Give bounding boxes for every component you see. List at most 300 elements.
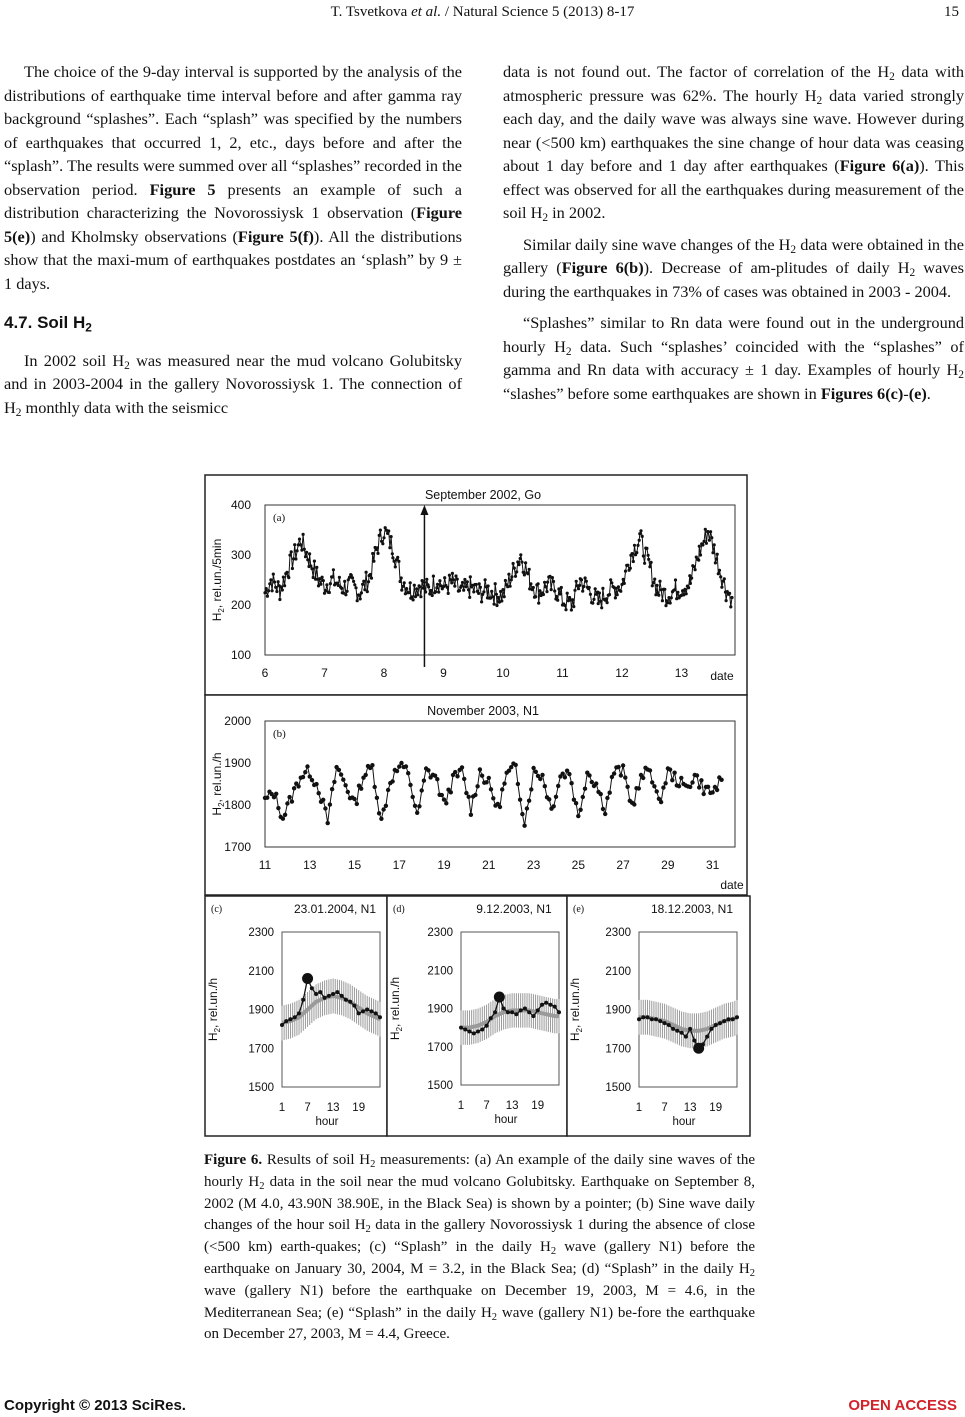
data-point [624,570,627,573]
data-point [594,781,598,785]
data-point [472,590,475,593]
data-point [704,528,707,531]
data-point [523,573,526,576]
data-point [407,591,410,594]
data-point [553,1005,557,1009]
data-point [544,585,547,588]
x-axis-label: hour [315,1116,339,1128]
data-point [603,812,607,816]
data-point [348,1000,352,1004]
data-point [650,1017,654,1021]
data-point [299,543,302,546]
paragraph: The choice of the 9-day interval is supported by the analysis of the distributions of earthquake time interval before and after gamma ray background “splashes”. Each “splash” was specified by the numbers of earthquakes that occurred 1, 2, etc., days before and after the “splash”. The results were summed over all “splashes” recorded in the observation period. Figure 5 presents an example of such a distribution characterizing the Novorossiysk 1 observation (Figure 5(e)) and Kholmsky observations (Figure 5(f)). All the distributions show that the maxi-mum of earthquakes postdates an ‘splash” by 9 ± 1 days. [4,62,462,293]
data-point [714,1023,718,1027]
data-point [413,584,416,587]
data-point [527,1010,531,1014]
splash-marker [302,973,313,984]
data-point [458,589,461,592]
data-point [340,587,343,590]
data-point [321,576,324,579]
data-point [290,550,293,553]
data-point [346,790,350,794]
data-point [277,580,280,583]
data-point [369,573,372,576]
data-point [337,768,341,772]
data-point [448,574,451,577]
data-point [669,601,672,604]
data-point [605,796,609,800]
data-point [671,1027,675,1031]
data-point [656,584,659,587]
data-point [314,782,318,786]
data-point [575,580,578,583]
data-point [549,1003,553,1007]
data-point [419,595,422,598]
data-point [338,576,341,579]
data-point [460,584,463,587]
data-point [468,596,471,599]
x-tick-label: 12 [615,666,629,680]
data-point [479,586,482,589]
panel-label: (b) [273,728,286,740]
data-point [372,560,375,563]
data-point [614,596,617,599]
data-point [600,606,603,609]
y-tick-label: 200 [230,598,251,612]
data-point [694,568,697,571]
data-point [411,795,415,799]
data-point [284,1019,288,1023]
data-point [379,529,382,532]
data-point [560,586,563,589]
data-point [275,590,278,593]
data-point [377,811,381,815]
x-tick-label: 19 [709,1102,723,1114]
data-point [475,784,479,788]
data-point [515,570,518,573]
data-point [599,600,602,603]
x-tick-label: 6 [261,666,269,680]
data-point [657,594,660,597]
data-point [566,592,569,595]
data-point [415,811,419,815]
data-point [619,590,622,593]
data-point [699,553,702,556]
data-point [648,565,651,568]
data-point [450,581,453,584]
data-point [527,799,531,803]
x-tick-label: 7 [321,666,328,680]
data-point [434,590,437,593]
copyright: Copyright © 2013 SciRes. [4,1397,186,1414]
panel-title: 23.01.2004, N1 [293,902,377,916]
data-point [655,789,659,793]
data-point [523,1007,527,1011]
data-point [557,1010,561,1014]
data-point [332,568,335,571]
data-point [361,583,364,586]
panel-title: 9.12.2003, N1 [476,902,552,916]
data-point [679,776,683,780]
data-point [288,554,291,557]
data-point [641,535,644,538]
data-point [540,1003,544,1007]
chart-panel-a [205,475,747,695]
data-point [677,784,681,788]
data-point [509,585,512,588]
data-point [608,791,612,795]
data-point [532,586,535,589]
data-point [386,788,390,792]
data-point [473,793,477,797]
data-point [328,591,331,594]
data-point [429,589,432,592]
data-point [534,595,537,598]
data-point [705,542,708,545]
data-point [553,589,556,592]
data-point [456,578,459,581]
data-point [731,1017,735,1021]
data-point [405,587,408,590]
data-point [663,781,667,785]
data-point [281,588,284,591]
data-point [352,1004,356,1008]
data-point [647,554,650,557]
data-point [449,790,453,794]
data-point [391,552,394,555]
data-point [519,557,522,560]
data-point [444,801,448,805]
data-point [572,605,575,608]
data-point [459,1026,463,1030]
data-point [545,590,548,593]
data-point [698,545,701,548]
panel-label: (d) [393,904,405,915]
data-point [690,780,694,784]
data-point [585,580,588,583]
data-point [564,608,567,611]
data-point [304,555,307,558]
data-point [718,1021,722,1025]
data-point [376,546,379,549]
data-point [340,994,344,998]
data-point [400,576,403,579]
x-axis-label: date [720,878,744,892]
data-point [451,572,454,575]
data-point [463,578,466,581]
data-point [425,578,428,581]
x-tick-label: 29 [661,858,675,872]
data-point [663,1021,667,1025]
y-tick-label: 1800 [224,798,251,812]
data-point [514,1012,518,1016]
data-point [283,584,286,587]
data-point [298,538,301,541]
data-point [514,763,518,767]
data-point [317,791,321,795]
data-point [487,584,490,587]
data-point [461,581,464,584]
data-point [374,1011,378,1015]
data-point [709,1027,713,1031]
data-point [605,597,608,600]
data-point [730,596,733,599]
data-point [442,797,446,801]
data-point [638,532,641,535]
data-point [529,582,532,585]
data-point [621,763,625,767]
data-point [413,804,417,808]
x-tick-label: 23 [526,858,541,872]
data-point [643,562,646,565]
data-point [552,804,556,808]
data-point [594,587,597,590]
data-point [355,802,359,806]
data-point [463,1028,467,1032]
x-tick-label: 1 [278,1102,286,1114]
data-point [697,559,700,562]
data-point [672,771,676,775]
data-point [581,795,585,799]
data-point [653,578,656,581]
data-point [715,557,718,560]
data-point [652,784,656,788]
data-point [606,601,609,604]
data-point [329,582,332,585]
x-tick-label: 8 [380,666,388,680]
y-tick-label: 2100 [605,965,631,978]
data-point [388,546,391,549]
data-point [598,591,601,594]
data-point [455,774,459,778]
data-point [502,781,506,785]
data-point [637,786,641,790]
data-point [542,593,545,596]
x-tick-label: 15 [347,858,362,872]
journal-citation: T. Tsvetkova et al. / Natural Science 5 (2013) 8-17 [330,4,635,20]
data-point [616,593,619,596]
data-point [395,769,399,773]
data-point [283,813,287,817]
y-tick-label: 1900 [224,756,251,770]
x-tick-label: 13 [505,1100,519,1112]
data-point [647,558,650,561]
data-point [381,542,384,545]
data-point [453,770,457,774]
data-point [507,573,510,576]
data-point [668,767,672,771]
data-point [490,590,493,593]
section-heading: 4.7. Soil $H_2$ [4,313,92,335]
data-point [522,824,526,828]
panel-title: 18.12.2003, N1 [650,902,734,916]
data-point [645,547,648,550]
data-point [287,795,291,799]
data-point [599,792,603,796]
data-point [550,588,553,591]
data-point [330,787,334,791]
x-axis-label: hour [672,1116,696,1128]
data-point [493,1010,497,1014]
data-point [292,786,296,790]
data-point [518,798,522,802]
data-point [489,1016,493,1020]
data-point [452,578,455,581]
data-point [571,598,574,601]
data-point [303,548,306,551]
data-point [365,571,368,574]
data-point [625,785,629,789]
data-point [546,581,549,584]
data-point [701,543,704,546]
data-point [315,566,318,569]
figure-6 [204,472,752,1140]
data-point [396,556,399,559]
data-point [370,1009,374,1013]
data-point [313,560,316,563]
data-point [520,561,523,564]
data-point [379,817,383,821]
data-point [319,583,322,586]
data-point [281,817,285,821]
data-point [710,536,713,539]
data-point [688,785,692,789]
data-point [271,589,274,592]
data-point [353,583,356,586]
data-point [727,1017,731,1021]
data-point [356,599,359,602]
data-point [268,582,271,585]
paragraph: data is not found out. The factor of correlation of the $H_2$ data with atmospheric pressure was 62%. The hourly $H_2$ data varied strongly each day, and the daily wave was always sine wave. However during near (<500 km) earthquakes the sine change of hour data was ceasing about 1 day before and 1 day after earthquakes (Figure 6(a)). This effect was observed for all the earthquakes during measurement of the soil $H_2$ in 2002. [503,62,965,225]
panel-title: November 2003, N1 [427,704,539,718]
data-point [263,591,266,594]
x-tick-label: 11 [258,858,272,872]
data-point [391,556,394,559]
x-tick-label: 27 [616,858,630,872]
chart-panel-b [205,695,747,895]
x-tick-label: 13 [683,1102,697,1114]
running-header [0,4,965,24]
data-point [272,573,275,576]
data-point [491,796,495,800]
data-point [267,589,270,592]
data-point [285,801,289,805]
y-tick-label: 1900 [427,1003,453,1016]
x-tick-label: 19 [352,1102,366,1114]
data-point [547,797,551,801]
data-point [310,778,314,782]
data-point [273,580,276,583]
data-point [650,780,654,784]
data-point [592,598,595,601]
data-point [494,582,497,585]
data-point [510,1010,514,1014]
data-point [510,578,513,581]
data-point [567,772,571,776]
data-point [464,791,468,795]
data-point [578,808,582,812]
data-point [576,814,580,818]
data-point [718,569,721,572]
data-point [695,773,699,777]
data-point [543,784,547,788]
data-point [633,544,636,547]
data-point [622,578,625,581]
splash-marker [494,992,505,1003]
data-point [502,1007,506,1011]
y-tick-label: 1700 [427,1041,453,1054]
data-point [351,576,354,579]
data-point [556,784,560,788]
data-point [378,1015,382,1019]
data-point [584,576,587,579]
data-point [378,534,381,537]
data-point [519,553,522,556]
y-tick-label: 2100 [248,965,274,978]
data-point [632,802,636,806]
data-point [285,571,288,574]
data-point [352,580,355,583]
data-point [440,793,444,797]
y-tick-label: 1900 [605,1004,631,1017]
data-point [573,589,576,592]
data-point [699,778,703,782]
data-point [469,575,472,578]
data-point [536,1008,540,1012]
x-tick-label: 19 [437,858,451,872]
data-point [297,1011,301,1015]
data-point [449,578,452,581]
data-point [480,1028,484,1032]
data-point [325,583,328,586]
data-point [274,792,278,796]
data-point [322,579,325,582]
data-point [291,567,294,570]
y-axis-label: $H_2$, rel.un./h [210,752,226,816]
data-point [582,585,585,588]
data-point [574,801,578,805]
data-point [648,768,652,772]
data-point [719,778,723,782]
data-point [664,604,667,607]
data-point [357,1011,361,1015]
data-point [651,584,654,587]
x-tick-label: 1 [635,1102,643,1114]
data-point [301,775,305,779]
data-point [415,587,418,590]
data-point [362,580,365,583]
data-point [331,992,335,996]
data-point [400,589,403,592]
data-point [269,578,272,581]
y-tick-label: 1500 [248,1082,274,1094]
data-point [478,767,482,771]
data-point [637,1017,641,1021]
data-point [616,765,620,769]
x-tick-label: 9 [440,666,447,680]
data-point [702,792,706,796]
panel-label: (c) [211,904,223,915]
data-point [619,773,623,777]
data-point [296,784,300,788]
y-tick-label: 1700 [224,840,251,854]
data-point [723,577,726,580]
data-point [367,580,370,583]
data-point [531,1014,535,1018]
x-tick-label: 13 [326,1102,340,1114]
y-tick-label: 1900 [248,1004,274,1017]
data-point [623,775,627,779]
